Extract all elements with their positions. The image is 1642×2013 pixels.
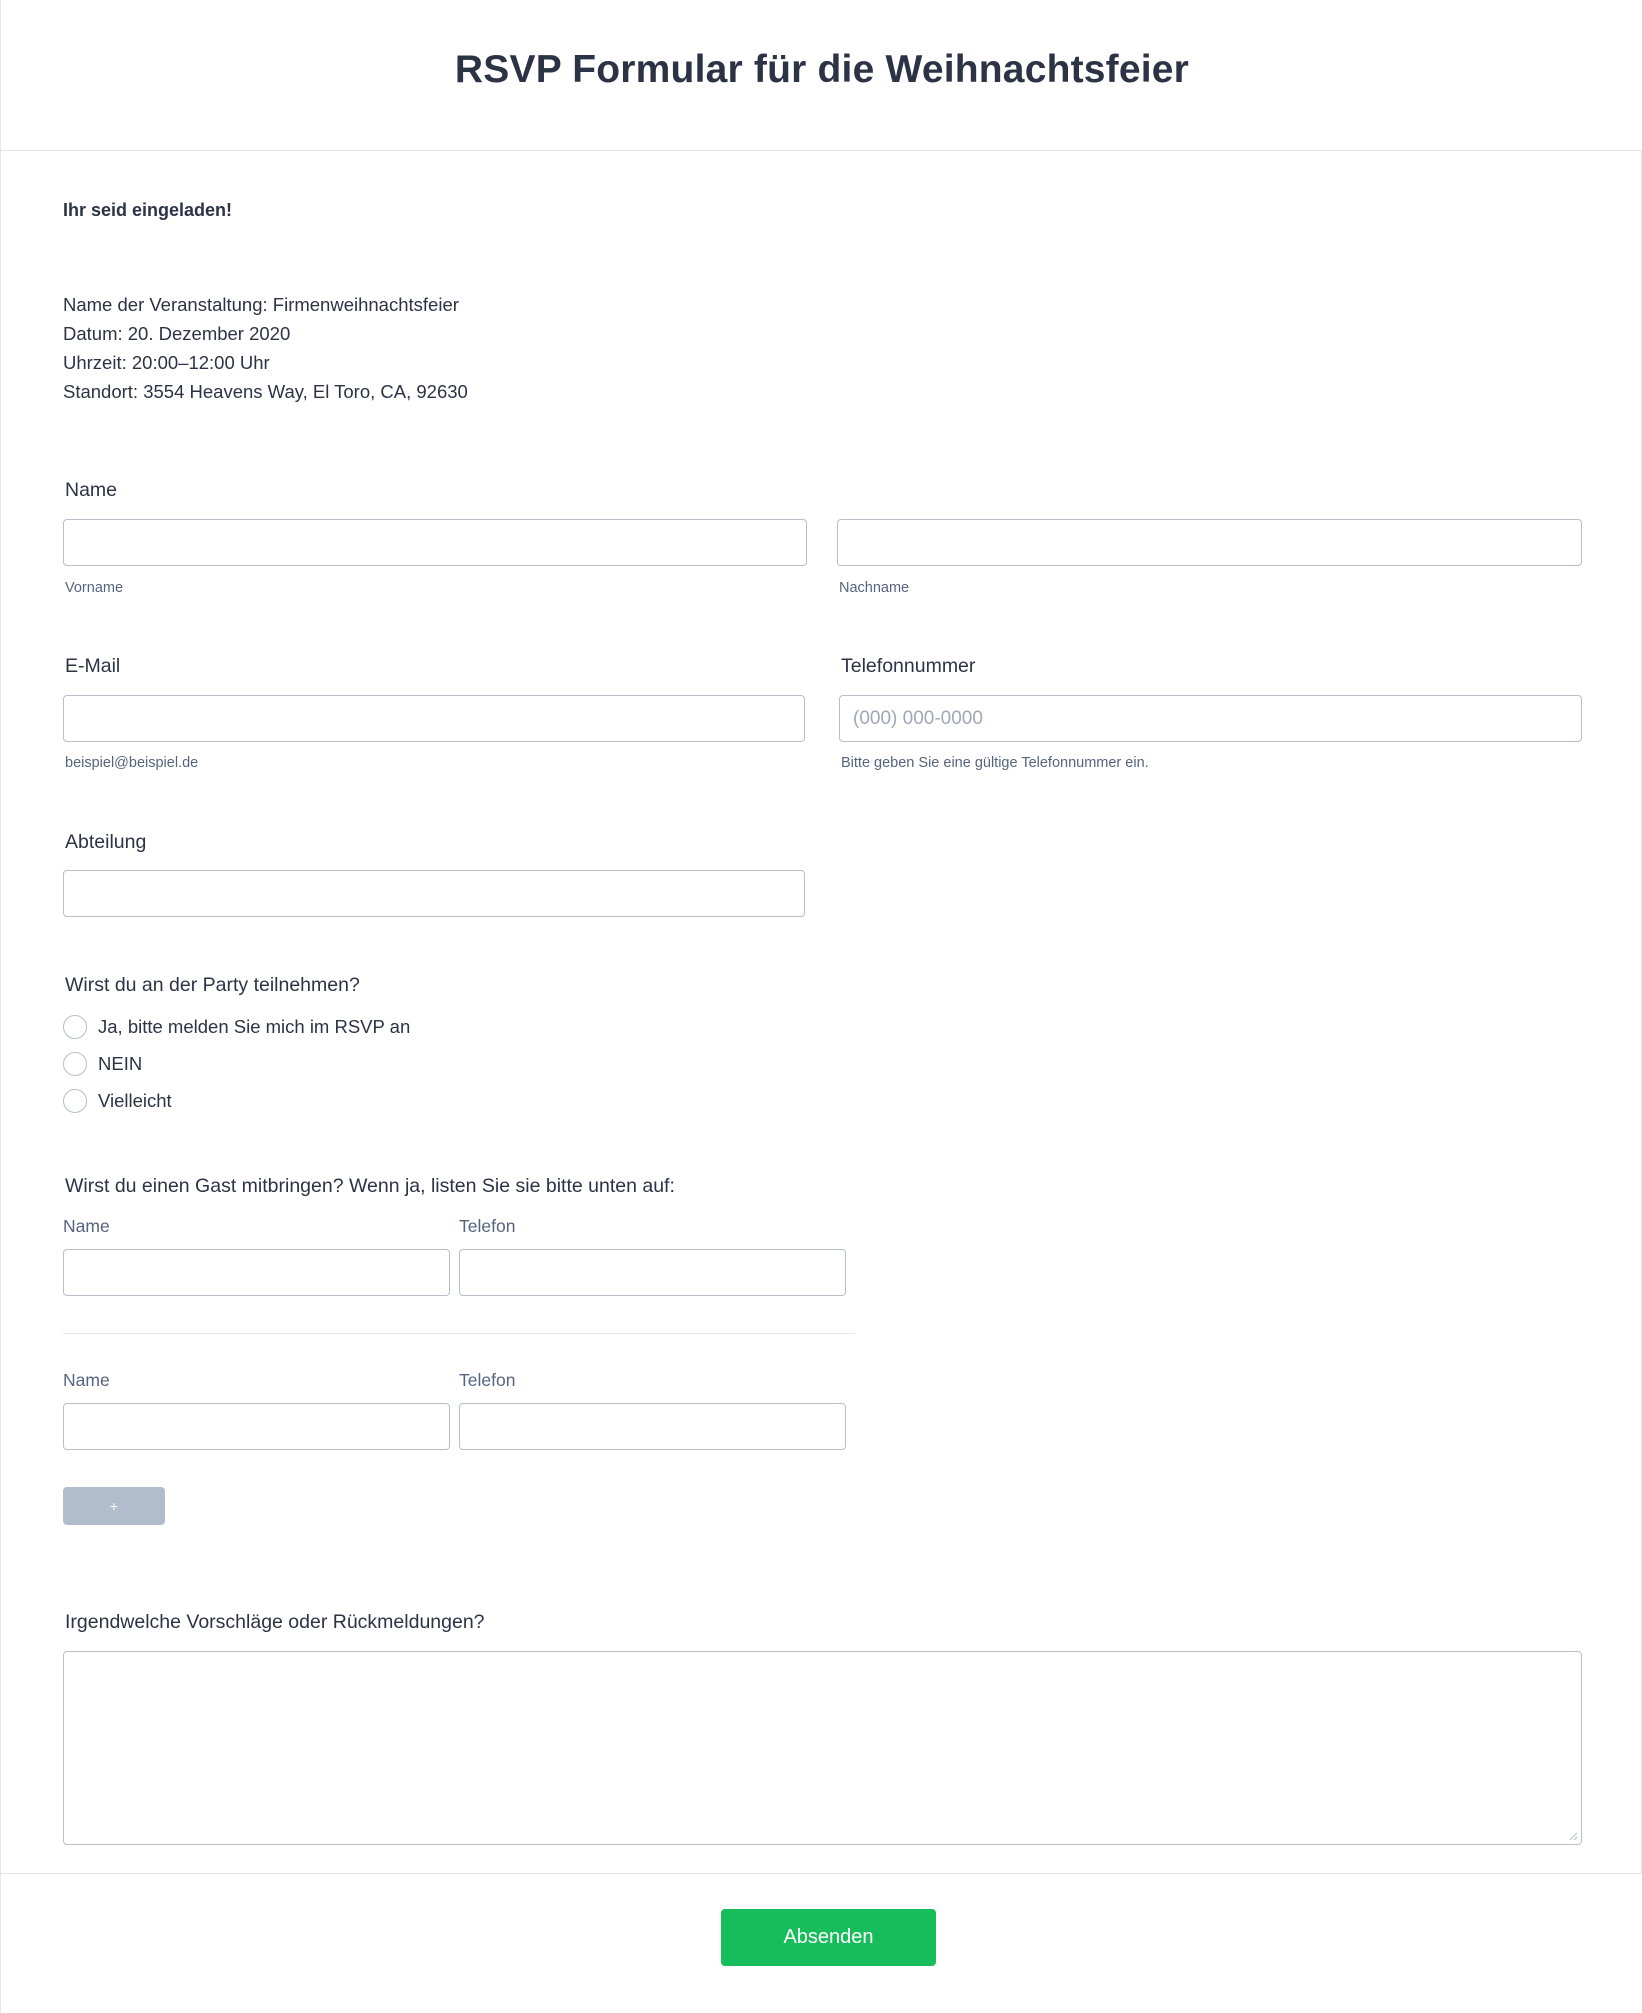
attendance-option-maybe[interactable] [63,1089,172,1113]
form-title: RSVP Formular für die Weihnachtsfeier [454,48,1190,91]
attendance-question: Wirst du an der Party teilnehmen? [65,974,360,996]
phone-input[interactable] [839,695,1582,742]
guest-2-phone-input[interactable] [459,1403,846,1450]
radio-no[interactable] [63,1052,87,1076]
guest-name-label: Name [63,1216,110,1236]
guests-question: Wirst du einen Gast mitbringen? Wenn ja, listen Sie sie bitte unten auf: [65,1175,675,1197]
feedback-label: Irgendwelche Vorschläge oder Rückmeldungen? [65,1611,485,1633]
event-name-line: Name der Veranstaltung: Firmenweihnachtsfeier [63,294,459,315]
radio-maybe[interactable] [63,1089,87,1113]
plus-icon: + [109,1498,119,1514]
email-input[interactable] [63,695,805,742]
event-date-line: Datum: 20. Dezember 2020 [63,323,291,344]
form-header [1,0,1642,151]
guest-phone-label: Telefon [459,1216,516,1236]
resize-grip-icon[interactable] [1568,1831,1578,1841]
event-info [63,290,468,406]
attendance-option-no[interactable] [63,1052,142,1076]
last-name-input[interactable] [837,519,1582,566]
guest-phone-label: Telefon [459,1370,516,1390]
guest-row-divider [63,1333,855,1334]
email-label: E-Mail [65,655,121,677]
phone-sublabel: Bitte geben Sie eine gültige Telefonnummer ein. [841,755,1149,771]
email-sublabel: beispiel@beispiel.de [65,755,199,771]
phone-label: Telefonnummer [841,655,976,677]
guest-2-name-input[interactable] [63,1403,450,1450]
submit-button[interactable]: Absenden [721,1909,936,1966]
attendance-option-label: Ja, bitte melden Sie mich im RSVP an [98,1016,411,1037]
attendance-option-yes[interactable] [63,1015,410,1039]
feedback-textarea[interactable] [63,1651,1582,1845]
radio-yes[interactable] [63,1015,87,1039]
guest-1-phone-input[interactable] [459,1249,846,1296]
department-label: Abteilung [65,831,147,853]
attendance-option-label: Vielleicht [98,1090,172,1111]
guest-1-name-input[interactable] [63,1249,450,1296]
last-name-sublabel: Nachname [839,580,910,596]
first-name-input[interactable] [63,519,807,566]
attendance-option-label: NEIN [98,1053,143,1074]
invite-heading: Ihr seid eingeladen! [63,200,233,220]
event-time-line: Uhrzeit: 20:00–12:00 Uhr [63,352,270,373]
department-input[interactable] [63,870,805,917]
name-label: Name [65,479,118,501]
add-guest-button[interactable] [63,1487,165,1525]
event-location-line: Standort: 3554 Heavens Way, El Toro, CA, 92630 [63,381,468,402]
first-name-sublabel: Vorname [65,580,124,596]
guest-name-label: Name [63,1370,110,1390]
